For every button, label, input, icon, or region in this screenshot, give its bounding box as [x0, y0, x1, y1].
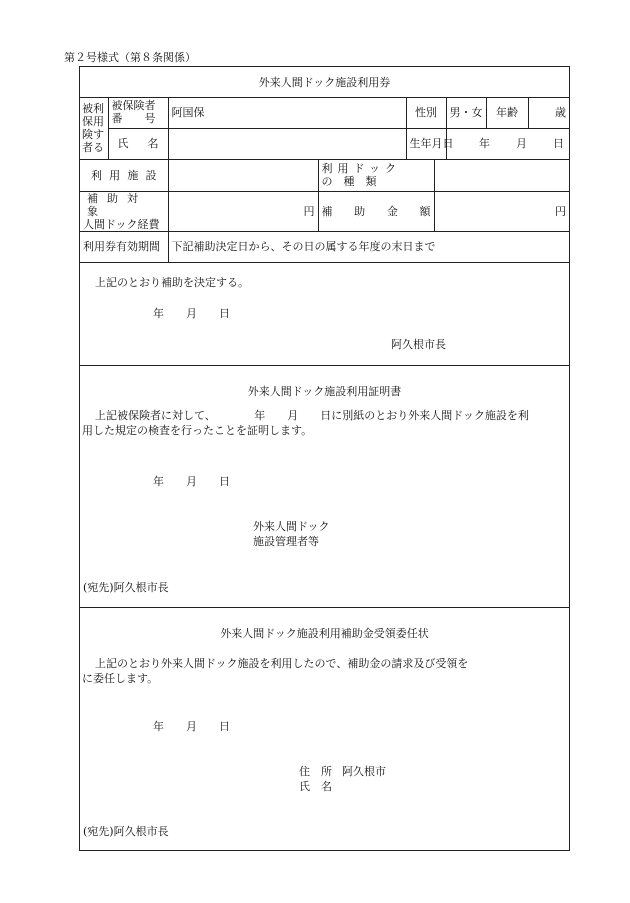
coupon-title: 外来人間ドック施設利用券	[80, 67, 569, 98]
proxy-body-line1: 上記のとおり外来人間ドック施設を利用したので、補助金の請求及び受領を	[95, 657, 469, 670]
dock-type-label: 利用ドック の 種 類	[318, 159, 434, 191]
proxy-name[interactable]: 氏 名	[299, 780, 332, 793]
target-cost-label: 補助対象 人間ドック経費	[80, 191, 168, 231]
birth-date-field[interactable]: 年 月 日	[446, 128, 569, 159]
certificate-body-line2: 用した規定の検査を行ったことを証明します。	[82, 424, 313, 437]
birth-date-label: 生 年 月 日	[406, 128, 446, 159]
age-label: 年齢	[486, 97, 528, 128]
insured-number-field[interactable]: 阿国保	[168, 97, 406, 128]
subsidy-amount-label: 補 助 金 額	[318, 191, 434, 231]
certificate-body-line1: 上記被保険者に対して、 年 月 日に別紙のとおり外来人間ドック施設を利	[95, 409, 529, 422]
form-number-label: 第２号様式（第８条関係）	[64, 51, 196, 64]
insured-number-label: 被保険者 番 号	[108, 97, 168, 128]
proxy-title: 外来人間ドック施設利用補助金受領委任状	[220, 627, 429, 640]
age-field[interactable]: 歳	[528, 97, 569, 128]
certificate-signer-line1: 外来人間ドック	[253, 520, 330, 533]
proxy-addressee: (宛先)阿久根市長	[83, 825, 169, 838]
certificate-title: 外来人間ドック施設利用証明書	[247, 385, 402, 398]
dock-type-field[interactable]	[434, 159, 569, 191]
decision-date[interactable]: 年 月 日	[153, 307, 230, 320]
certificate-addressee: (宛先)阿久根市長	[83, 581, 169, 594]
target-cost-field[interactable]: 円	[168, 191, 318, 231]
gender-label: 性別	[406, 97, 446, 128]
name-field[interactable]	[168, 128, 406, 159]
certificate-signer-line2: 施設管理者等	[253, 535, 319, 548]
certificate-section	[80, 365, 569, 607]
proxy-section	[80, 607, 569, 851]
facility-label: 利 用 施 設	[80, 159, 168, 191]
decision-text: 上記のとおり補助を決定する。	[95, 276, 249, 289]
certificate-date[interactable]: 年 月 日	[153, 475, 230, 488]
insured-group-label: 被利 保用 険す 者る	[80, 97, 108, 159]
proxy-body-line2: に委任します。	[82, 672, 159, 685]
facility-field[interactable]	[168, 159, 318, 191]
subsidy-amount-field[interactable]: 円	[434, 191, 569, 231]
proxy-address[interactable]: 住 所 阿久根市	[299, 765, 386, 778]
coupon-table	[80, 97, 569, 263]
mayor-signature: 阿久根市長	[391, 338, 446, 351]
name-label: 氏 名	[108, 128, 168, 159]
proxy-date[interactable]: 年 月 日	[153, 720, 230, 733]
validity-label: 利用券有効期間	[80, 231, 168, 262]
gender-options[interactable]: 男・女	[446, 97, 486, 128]
form-frame	[79, 66, 570, 851]
validity-value: 下記補助決定日から、その日の属する年度の末日まで	[168, 231, 569, 262]
